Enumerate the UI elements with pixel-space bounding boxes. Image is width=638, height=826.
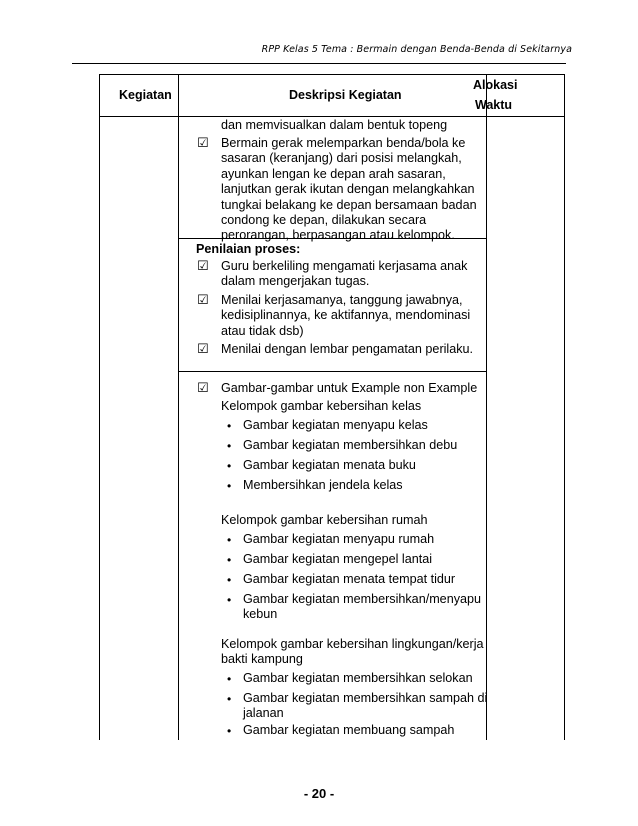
row1-item-line: lanjutkan gerak ikutan dengan melangkahkan [221, 182, 475, 197]
group3-title: bakti kampung [221, 652, 303, 667]
column-header-deskripsi: Deskripsi Kegiatan [289, 88, 402, 102]
checkbox-icon: ☑ [197, 342, 209, 357]
assessment-item-line: Guru berkeliling mengamati kerjasama anak [221, 259, 468, 273]
list-item: Gambar kegiatan membersihkan selokan [243, 671, 473, 685]
table-header-divider [99, 116, 564, 117]
row1-item-line: sasaran (keranjang) dari posisi melangkah, [221, 151, 462, 166]
row-divider-2 [178, 371, 486, 372]
list-item: Gambar kegiatan membersihkan sampah di [243, 691, 488, 705]
assessment-item-line: Menilai kerjasamanya, tanggung jawabnya, [221, 293, 463, 307]
list-item-continuation: jalanan [243, 706, 284, 721]
assessment-heading: Penilaian proses: [196, 242, 301, 256]
list-item: Gambar kegiatan menyapu kelas [243, 418, 428, 432]
list-item: Gambar kegiatan membuang sampah [243, 723, 455, 737]
checkbox-icon: ☑ [197, 259, 209, 274]
page-number: - 20 - [303, 786, 335, 801]
row1-item-line: condong ke depan, dilakukan secara [221, 213, 427, 227]
table-col-divider-2 [486, 74, 487, 740]
bullet-icon: • [227, 672, 232, 686]
row1-item-line: tungkai belakang ke depan bersamaan badan [221, 197, 477, 212]
bullet-icon: • [227, 692, 232, 706]
bullet-icon: • [227, 593, 232, 607]
checkbox-icon: ☑ [197, 381, 209, 396]
column-header-kegiatan: Kegiatan [119, 88, 172, 102]
list-item: Membersihkan jendela kelas [243, 478, 403, 492]
column-header-waktu: Waktu [475, 98, 513, 112]
assessment-item-line: Menilai dengan lembar pengamatan perilaku. [221, 342, 474, 356]
group3-title: Kelompok gambar kebersihan lingkungan/kerja [221, 637, 484, 651]
list-item: Gambar kegiatan mengepel lantai [243, 552, 433, 566]
bullet-icon: • [227, 479, 232, 493]
bullet-icon: • [227, 533, 232, 547]
table-border-top [99, 74, 564, 75]
running-header: RPP Kelas 5 Tema : Bermain dengan Benda-Benda di Sekitarnya [261, 44, 572, 55]
header-rule [72, 63, 566, 64]
bullet-icon: • [227, 459, 232, 473]
table-col-divider-1 [178, 74, 179, 740]
group1-title: Kelompok gambar kebersihan kelas [221, 399, 422, 413]
bullet-icon: • [227, 573, 232, 587]
assessment-item-line: atau tidak dsb) [221, 323, 304, 338]
checkbox-icon: ☑ [197, 293, 209, 308]
example-intro: Gambar-gambar untuk Example non Example [221, 381, 478, 395]
row1-item-line: ayunkan lengan ke depan arah sasaran, [221, 166, 446, 181]
bullet-icon: • [227, 553, 232, 567]
list-item: Gambar kegiatan membersihkan debu [243, 438, 458, 452]
list-item: Gambar kegiatan membersihkan/menyapu [243, 592, 482, 606]
bullet-icon: • [227, 724, 232, 738]
row1-item-line: Bermain gerak melemparkan benda/bola ke [221, 136, 466, 150]
checkbox-icon: ☑ [197, 136, 209, 151]
table-border-left [99, 74, 100, 740]
list-item: Gambar kegiatan menata buku [243, 458, 416, 472]
row1-continuation: dan memvisualkan dalam bentuk topeng [221, 118, 448, 132]
group2-title: Kelompok gambar kebersihan rumah [221, 513, 428, 527]
list-item: Gambar kegiatan menyapu rumah [243, 532, 435, 546]
list-item-continuation: kebun [243, 607, 278, 622]
assessment-item-line: kedisiplinannya, ke aktifannya, mendominasi [221, 308, 471, 323]
column-header-alokasi: Alokasi [473, 78, 518, 92]
bullet-icon: • [227, 439, 232, 453]
assessment-item-line: dalam mengerjakan tugas. [221, 274, 370, 289]
row1-item-line: perorangan, berpasangan atau kelompok. [221, 228, 455, 243]
bullet-icon: • [227, 419, 232, 433]
list-item: Gambar kegiatan menata tempat tidur [243, 572, 456, 586]
table-border-right [564, 74, 565, 740]
